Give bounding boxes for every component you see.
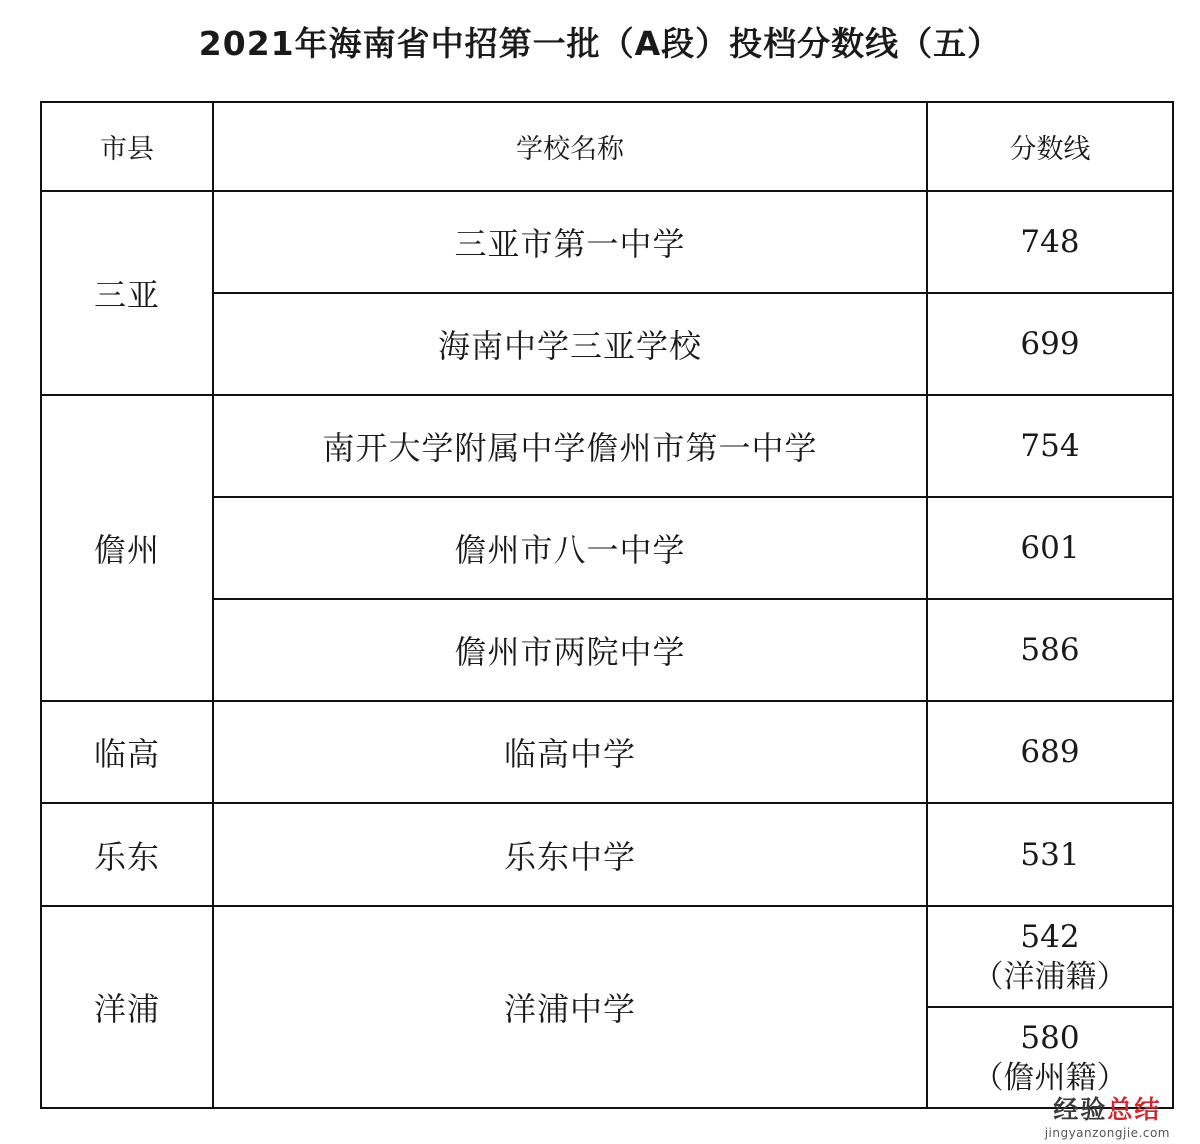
school-cell: 儋州市八一中学: [213, 497, 927, 599]
school-cell: 三亚市第一中学: [213, 191, 927, 293]
table-row: [41, 395, 1173, 497]
county-cell: 乐东: [41, 803, 213, 906]
school-cell: 乐东中学: [213, 803, 927, 906]
score-note: （儋州籍）: [972, 1059, 1128, 1096]
score-table: [40, 101, 1174, 1109]
school-cell: 南开大学附属中学儋州市第一中学: [213, 395, 927, 497]
page-title: 2021年海南省中招第一批（A段）投档分数线（五）: [198, 24, 1002, 63]
county-cell: 洋浦: [41, 906, 213, 1108]
score-cell: 748: [927, 191, 1173, 293]
school-cell: 儋州市两院中学: [213, 599, 927, 701]
county-cell: 临高: [41, 701, 213, 803]
header-school: 学校名称: [213, 102, 927, 191]
score-cell: 699: [927, 293, 1173, 395]
table-row: [41, 906, 1173, 1007]
table-row: [41, 803, 1173, 906]
score-cell: 586: [927, 599, 1173, 701]
school-cell: 临高中学: [213, 701, 927, 803]
watermark: [1045, 1090, 1170, 1140]
score-cell: 689: [927, 701, 1173, 803]
school-cell: 海南中学三亚学校: [213, 293, 927, 395]
watermark-url: jingyanzongjie.com: [1044, 1126, 1170, 1140]
school-cell: 洋浦中学: [213, 906, 927, 1108]
score-value: 580: [1020, 1019, 1080, 1056]
table-row: [41, 701, 1173, 803]
county-cell: 儋州: [41, 395, 213, 701]
watermark-brand: 经验总结: [1053, 1095, 1162, 1124]
header-county: 市县: [41, 102, 213, 191]
table-row: [41, 191, 1173, 293]
score-cell: 531: [927, 803, 1173, 906]
score-value: 542: [1020, 918, 1080, 955]
county-cell: 三亚: [41, 191, 213, 395]
table-header-row: [41, 102, 1173, 191]
score-cell: 754: [927, 395, 1173, 497]
header-score: 分数线: [927, 102, 1173, 191]
score-cell: [927, 906, 1173, 1007]
score-note: （洋浦籍）: [972, 958, 1128, 995]
score-cell: 601: [927, 497, 1173, 599]
